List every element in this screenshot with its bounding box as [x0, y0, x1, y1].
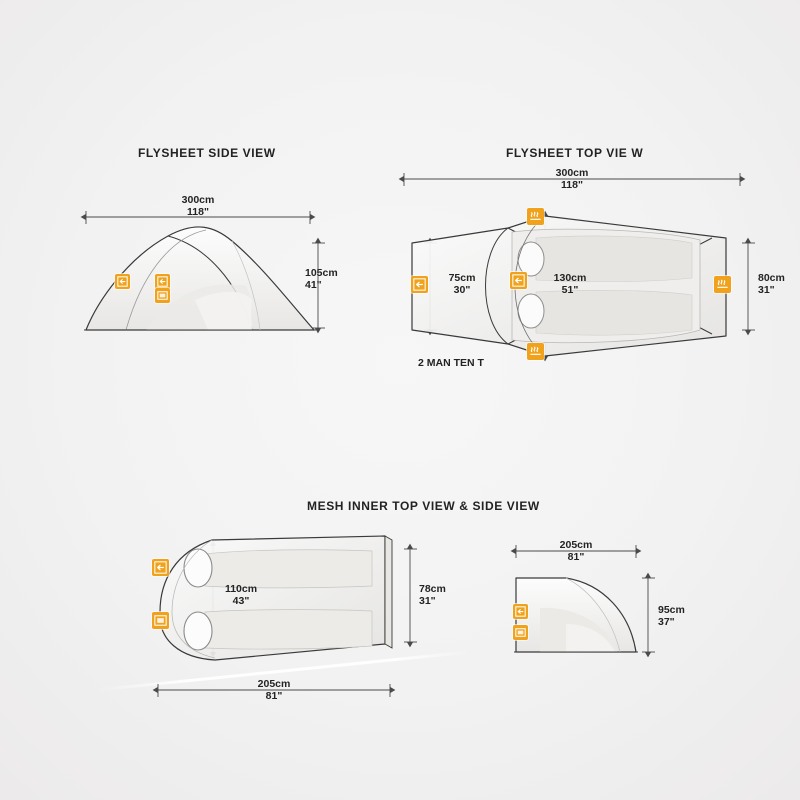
- vent-icon: [714, 276, 731, 293]
- flysheet-side-view-drawing: [84, 211, 325, 330]
- window-icon: [152, 612, 169, 629]
- dim-label-inner-length: 205cm 81": [257, 678, 291, 703]
- panel-title-flysheet-side: FLYSHEET SIDE VIEW: [138, 146, 276, 160]
- dim-label-top-inner-width: 75cm 30": [448, 272, 476, 297]
- dim-label-top-overall-width: 130cm 51": [553, 272, 587, 297]
- window-icon: [155, 288, 170, 303]
- panel-title-flysheet-top: FLYSHEET TOP VIE W: [506, 146, 644, 160]
- dim-label-side-height: 95cm 37": [658, 604, 685, 629]
- vent-icon: [527, 208, 544, 225]
- panel-caption-2-man-tent: 2 MAN TEN T: [418, 357, 484, 369]
- dim-label-side-height: 105cm 41": [305, 267, 338, 292]
- dim-label-side-length: 205cm 81": [559, 539, 593, 564]
- dim-label-inner-height: 78cm 31": [419, 583, 446, 608]
- dim-label-side-width: 300cm 118": [181, 194, 215, 219]
- door-icon: [411, 276, 428, 293]
- door-icon: [513, 604, 528, 619]
- window-icon: [513, 625, 528, 640]
- door-icon: [115, 274, 130, 289]
- door-icon: [152, 559, 169, 576]
- dim-label-inner-width: 110cm 43": [224, 583, 258, 608]
- dim-label-top-end-height: 80cm 31": [758, 272, 785, 297]
- door-icon: [510, 272, 527, 289]
- panel-title-mesh-inner: MESH INNER TOP VIEW & SIDE VIEW: [307, 499, 540, 513]
- dim-label-top-length: 300cm 118": [555, 167, 589, 192]
- vent-icon: [527, 343, 544, 360]
- door-icon: [155, 274, 170, 289]
- flysheet-top-view-drawing: [404, 173, 755, 356]
